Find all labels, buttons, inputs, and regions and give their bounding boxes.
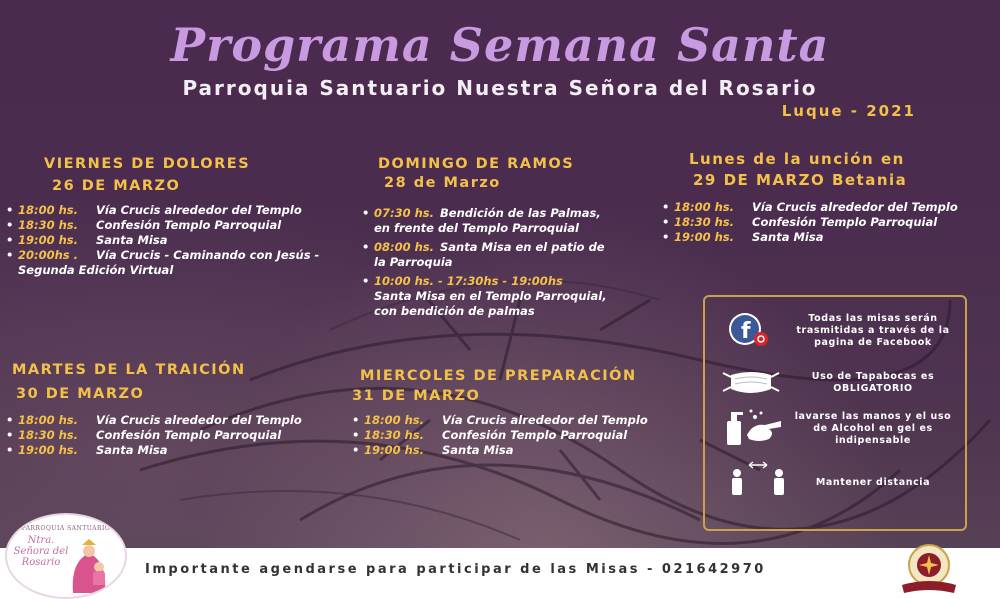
day-date-domingo: 28 de Marzo: [384, 175, 501, 191]
day-heading-viernes: VIERNES DE DOLORES: [44, 156, 251, 172]
notices-box: f Todas las misas serán trasmitidas a través de la pagina de Facebook Uso de Tapabocas es OBLIGATORIO lavarse las manos y el uso de Alcohol en gel es indipensable Mantener distancia: [703, 295, 967, 531]
list-item: • 07:30 hs. Bendición de las Palmas, en frente del Templo Parroquial: [360, 206, 620, 236]
list-item: • 18:00 hs. Vía Crucis alrededor del Templo: [350, 413, 695, 428]
list-item: • 18:00 hs. Vía Crucis alrededor del Templo: [660, 200, 1000, 215]
page-title: Programa Semana Santa: [170, 18, 830, 72]
location-year: Luque - 2021: [781, 102, 916, 120]
schedule-list-miercoles: [350, 413, 695, 458]
schedule-list-domingo: [360, 206, 620, 319]
day-date-viernes: 26 DE MARZO: [52, 178, 181, 194]
list-item: • 18:30 hs. Confesión Templo Parroquial: [4, 428, 344, 443]
parish-logo: PARROQUIA SANTUARIO Ntra. Señora del Rosario: [5, 513, 127, 599]
list-item: • 19:00 hs. Santa Misa: [4, 233, 339, 248]
list-item: • 19:00 hs. Santa Misa: [660, 230, 1000, 245]
facebook-icon: [727, 311, 771, 351]
day-heading-martes: MARTES DE LA TRAICIÓN: [12, 362, 246, 378]
mask-icon: [721, 367, 781, 397]
list-item: • 18:30 hs. Confesión Templo Parroquial: [4, 218, 339, 233]
footer-notice: Importante agendarse para participar de las Misas - 021642970: [145, 562, 766, 577]
schedule-list-lunes: [660, 200, 1000, 245]
virgin-figure-icon: [63, 537, 115, 593]
list-item: • 18:00 hs. Vía Crucis alrededor del Templo: [4, 203, 339, 218]
footer-banner: [0, 548, 1000, 599]
list-item: • 20:00hs . Vía Crucis - Caminando con Jesús - Segunda Edición Virtual: [4, 248, 339, 278]
svg-text:f: f: [741, 319, 751, 344]
day-date-miercoles: 31 DE MARZO: [352, 388, 481, 404]
list-item: • 19:00 hs. Santa Misa: [4, 443, 344, 458]
distance-icon: [727, 461, 789, 497]
day-date-lunes: 29 DE MARZO Betania: [693, 171, 908, 189]
jubilee-logo: [898, 541, 960, 597]
day-heading-miercoles: MIERCOLES DE PREPARACIÓN: [360, 368, 637, 384]
schedule-list-martes: [4, 413, 344, 458]
list-item: • 19:00 hs. Santa Misa: [350, 443, 695, 458]
schedule-list-viernes: [4, 203, 339, 278]
day-heading-domingo: DOMINGO DE RAMOS: [378, 156, 575, 172]
sanitizer-icon: [723, 407, 785, 447]
list-item: • 18:30 hs. Confesión Templo Parroquial: [350, 428, 695, 443]
list-item: • 18:00 hs. Vía Crucis alrededor del Templo: [4, 413, 344, 428]
list-item: • 18:30 hs. Confesión Templo Parroquial: [660, 215, 1000, 230]
day-heading-lunes: Lunes de la unción en: [689, 150, 905, 168]
day-date-martes: 30 DE MARZO: [16, 386, 145, 402]
parish-name: Parroquia Santuario Nuestra Señora del Rosario: [182, 76, 818, 100]
list-item: • 08:00 hs. Santa Misa en el patio de la Parroquia: [360, 240, 620, 270]
list-item: • 10:00 hs. - 17:30hs - 19:00hs Santa Misa en el Templo Parroquial, con bendición de palmas: [360, 274, 620, 319]
